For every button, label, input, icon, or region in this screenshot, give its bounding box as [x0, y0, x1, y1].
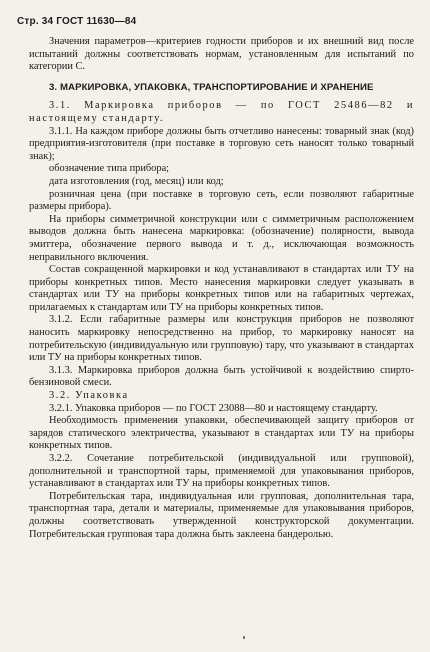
document-body: [29, 36, 414, 541]
clause-3-1: 3.1. Маркировка приборов — по ГОСТ 25486—82 и настоящему стандарту.: [29, 100, 414, 124]
list-item-type: обозначение типа прибора;: [49, 163, 170, 175]
clause-3-1-3: 3.1.3. Маркировка приборов должна быть устойчивой к воздействию спирто-бензиновой смеси.: [29, 364, 414, 389]
page-header: Стр. 34 ГОСТ 11630—84: [17, 16, 137, 27]
paragraph-consumer-packaging: Потребительская тара, индивидуальная или групповая, дополнительная тара, транспортная тара, детали и материалы, применяемые для упаковывания приборов, должны соответствовать утвержденной конструкторской документации. Потребительская групповая тара должна быть заклеена бандеролью.: [29, 490, 414, 540]
paragraph-polarity: На приборы симметричной конструкции или с симметричным расположением выводов должна быть нанесена маркировка: (обозначение) полярности, вывода эмиттера, обозначение первого вывода и т. д., исключающая возможность неправильного включения.: [29, 213, 414, 263]
paragraph-short-marking: Состав сокращенной маркировки и код устанавливают в стандартах или ТУ на приборы конкретных типов. Место нанесения маркировки следует указывать в стандартах или ТУ на приборы конкретных типов или на габаритных чертежах, прилагаемых к стандартам или ТУ на приборы конкретных типов.: [29, 264, 414, 313]
clause-3-2-heading: 3.2. Упаковка: [49, 390, 129, 402]
print-speck: [243, 636, 245, 639]
clause-3-1-1: 3.1.1. На каждом приборе должны быть отчетливо нанесены: товарный знак (код) предприятия-изготовителя (при поставке в торговую сеть наносят только товарный знак);: [29, 125, 414, 162]
clause-3-2-2: 3.2.2. Сочетание потребительской (индивидуальной или групповой), дополнительной и транспортной тары, применяемой для упаковывания приборов, устанавливают в стандартах или ТУ на приборы конкретных типов.: [29, 453, 414, 490]
list-item-price: розничная цена (при поставке в торговую сеть, если позволяют габаритные размеры прибора).: [29, 188, 414, 213]
clause-3-2-1: 3.2.1. Упаковка приборов — по ГОСТ 23088—80 и настоящему стандарту.: [49, 402, 378, 414]
paragraph-static-protection: Необходимость применения упаковки, обеспечивающей защиту приборов от зарядов статического электричества, указывают в стандартах или ТУ на приборы конкретных типов.: [29, 415, 414, 452]
section-title: 3. МАРКИРОВКА, УПАКОВКА, ТРАНСПОРТИРОВАНИЕ И ХРАНЕНИЕ: [49, 81, 374, 93]
intro-paragraph: Значения параметров—критериев годности приборов и их внешний вид после испытаний должны соответствовать нормам, установленным для испытаний по категории С.: [29, 36, 414, 73]
list-item-date: дата изготовления (год, месяц) или код;: [49, 175, 224, 187]
clause-3-1-2: 3.1.2. Если габаритные размеры или конструкция приборов не позволяют наносить маркировку непосредственно на прибор, то маркировку наносят на потребительскую (индивидуальную или групповую) тару, что указывают в стандартах или ТУ на приборы конкретных типов.: [29, 314, 414, 364]
